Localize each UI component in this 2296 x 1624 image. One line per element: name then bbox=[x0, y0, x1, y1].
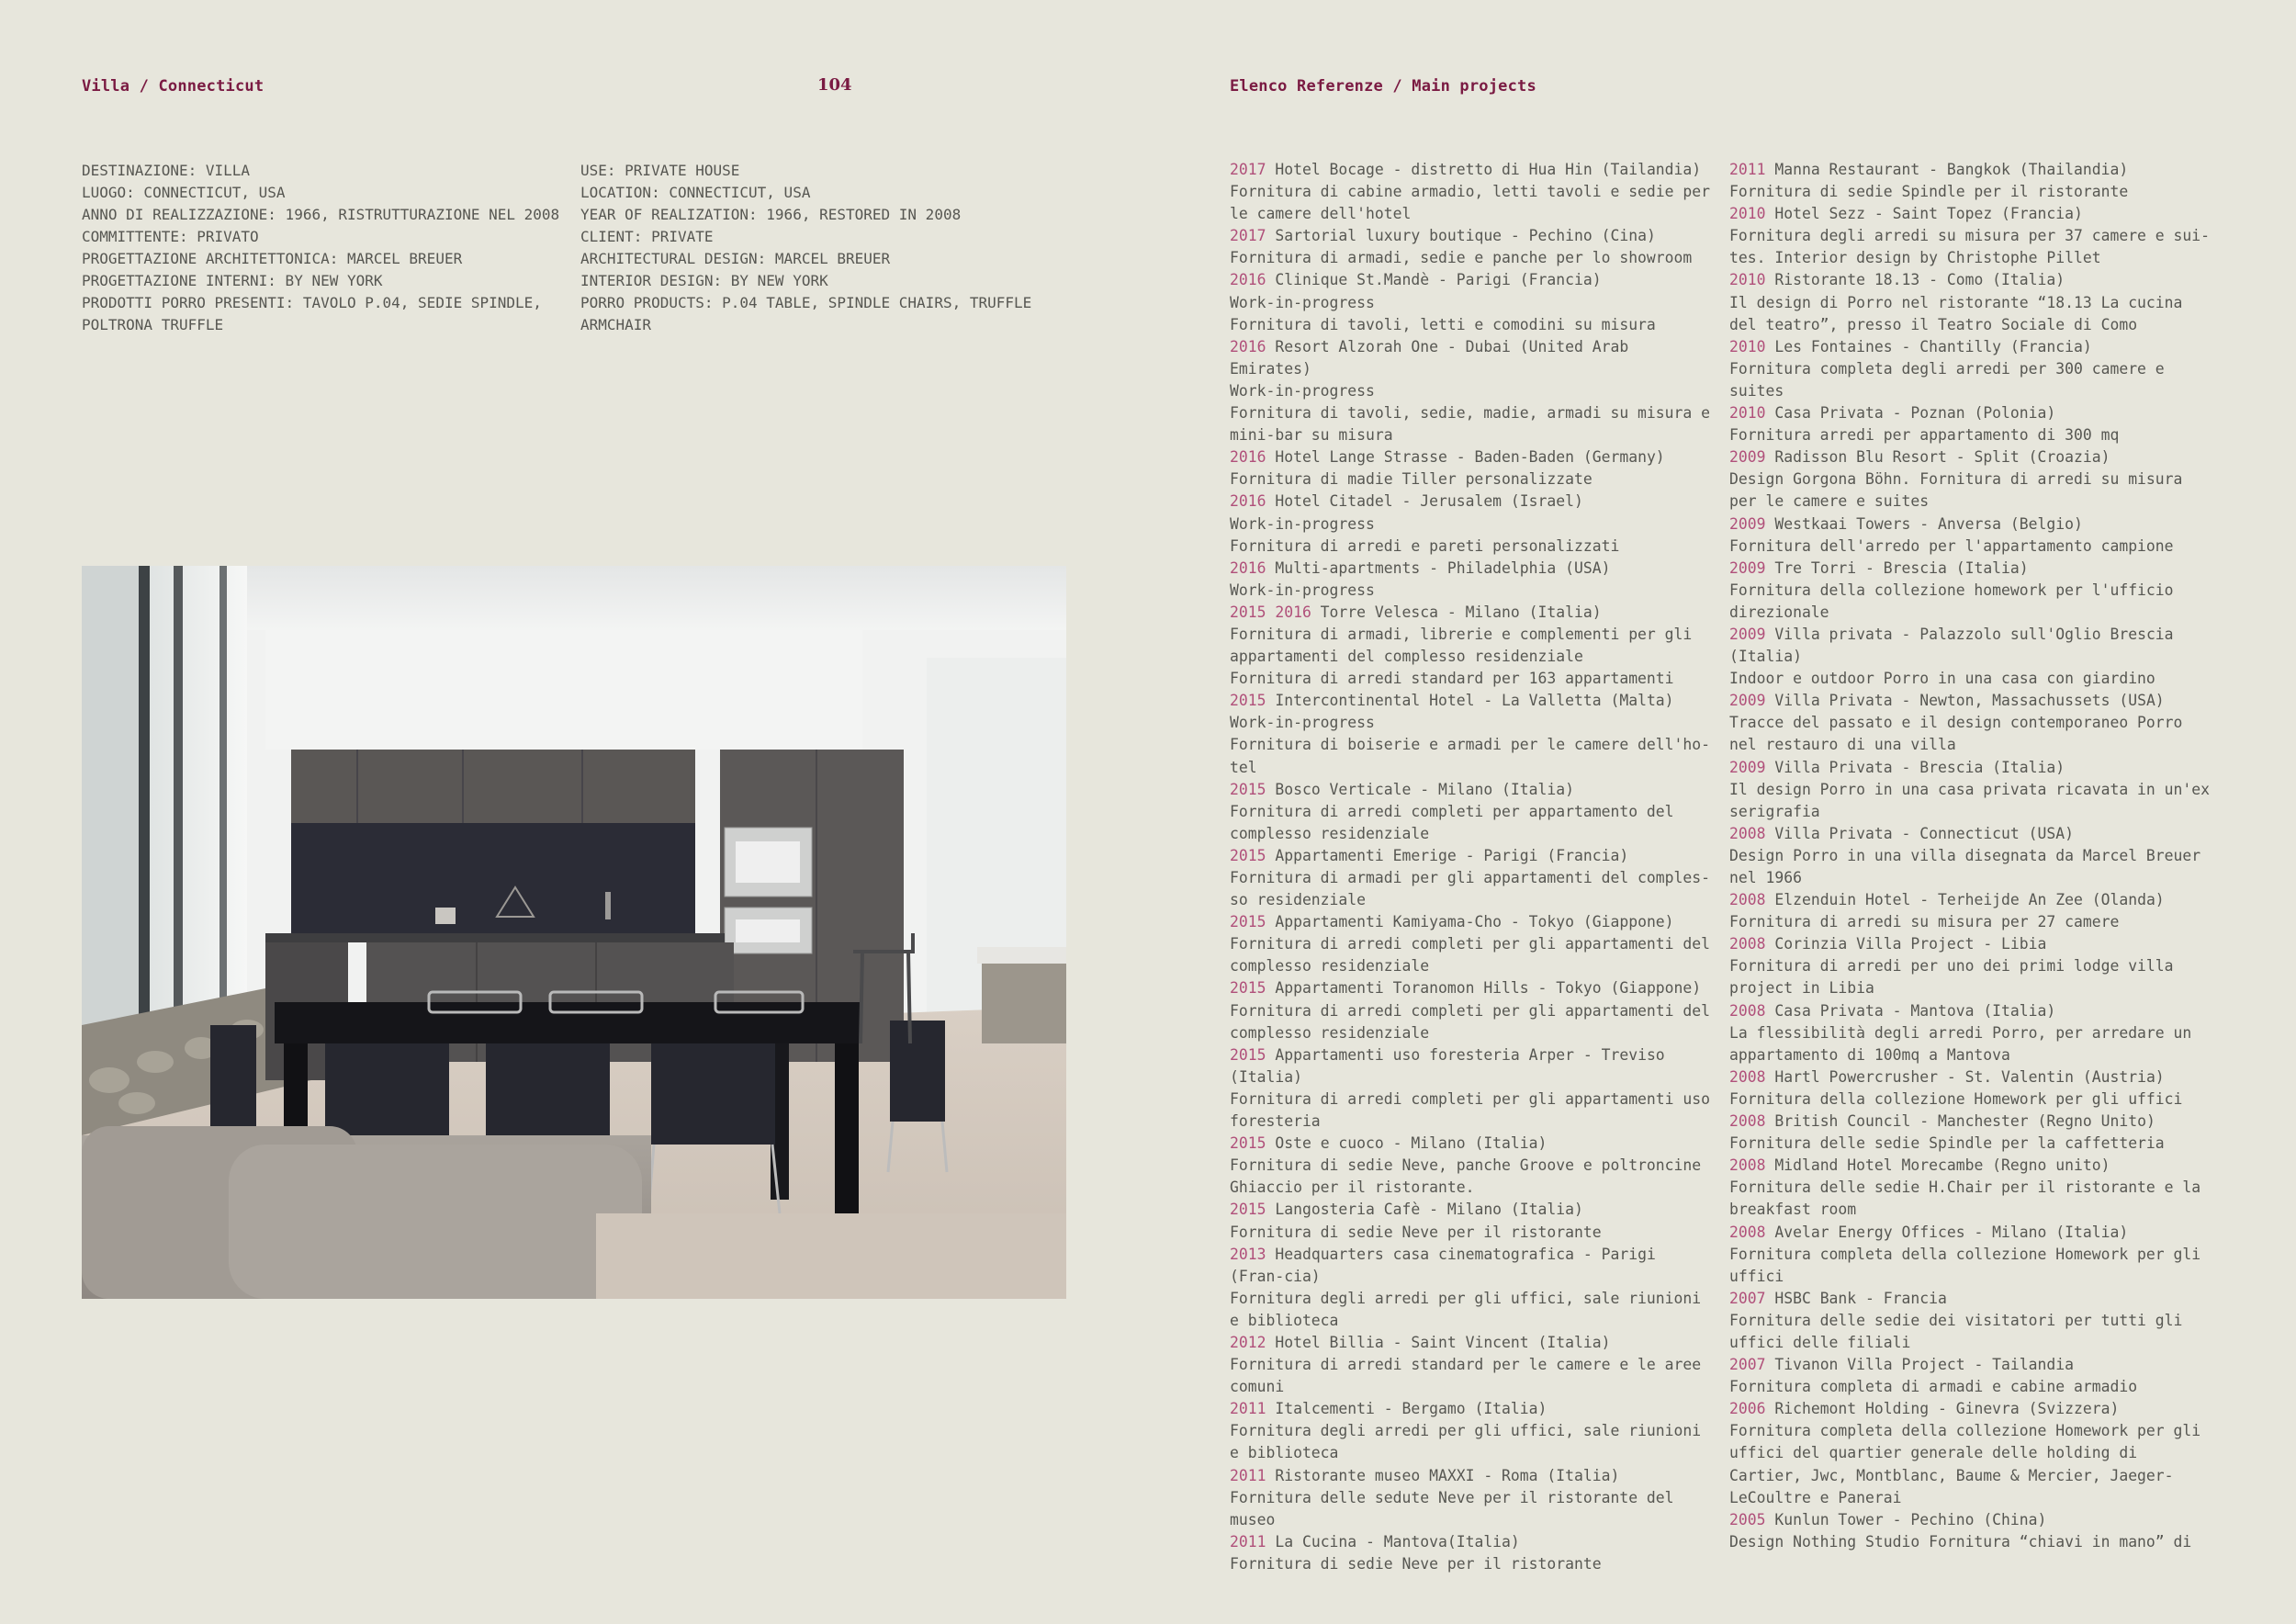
project-year: 2008 bbox=[1729, 1223, 1766, 1241]
project-description: Fornitura di sedie Neve, panche Groove e poltroncine Ghiaccio per il ristorante. bbox=[1230, 1156, 1702, 1197]
project-entry bbox=[1230, 159, 1716, 225]
project-specs-italian bbox=[82, 160, 568, 336]
project-title bbox=[1230, 1531, 1716, 1553]
project-year: 2015 2016 bbox=[1230, 603, 1311, 621]
project-description: Design Nothing Studio Fornitura “chiavi in mano” di bbox=[1729, 1532, 2192, 1551]
project-description: Fornitura completa degli arredi per 300 camere e suites bbox=[1729, 359, 2165, 400]
project-title bbox=[1230, 225, 1716, 247]
project-name: Midland Hotel Morecambe (Regno unito) bbox=[1765, 1156, 2110, 1175]
spec-line: LOCATION: CONNECTICUT, USA bbox=[580, 184, 811, 201]
project-description: Work-in-progress bbox=[1230, 581, 1375, 599]
project-entry bbox=[1729, 690, 2216, 756]
project-year: 2010 bbox=[1729, 205, 1766, 223]
project-specs-english bbox=[580, 160, 1067, 336]
spec-line: YEAR OF REALIZATION: 1966, RESTORED IN 2008 bbox=[580, 206, 962, 223]
project-entry bbox=[1729, 402, 2216, 446]
project-name: Villa Privata - Brescia (Italia) bbox=[1765, 758, 2065, 776]
project-year: 2009 bbox=[1729, 448, 1766, 467]
project-name: Intercontinental Hotel - La Valletta (Malta) bbox=[1266, 692, 1674, 710]
project-year: 2009 bbox=[1729, 758, 1766, 776]
project-title bbox=[1230, 336, 1716, 380]
project-name: Resort Alzorah One - Dubai (United Arab Emirates) bbox=[1230, 337, 1629, 378]
project-title bbox=[1729, 269, 2216, 291]
project-year: 2011 bbox=[1230, 1532, 1266, 1551]
project-description: Fornitura delle sedie H.Chair per il ristorante e la breakfast room bbox=[1729, 1179, 2201, 1219]
project-entry bbox=[1729, 1354, 2216, 1398]
spec-line: COMMITTENTE: PRIVATO bbox=[82, 228, 259, 245]
project-year: 2013 bbox=[1230, 1245, 1266, 1263]
project-year: 2015 bbox=[1230, 692, 1266, 710]
project-year: 2011 bbox=[1230, 1466, 1266, 1484]
project-entry bbox=[1729, 269, 2216, 335]
project-name: Corinzia Villa Project - Libia bbox=[1765, 935, 2047, 953]
project-name: Bosco Verticale - Milano (Italia) bbox=[1266, 780, 1574, 798]
villa-kitchen-photo bbox=[82, 566, 1066, 1299]
project-year: 2015 bbox=[1230, 913, 1266, 931]
project-description: Fornitura di sedie Neve per il ristorante bbox=[1230, 1554, 1602, 1573]
project-entry bbox=[1729, 1509, 2216, 1553]
project-year: 2010 bbox=[1729, 337, 1766, 355]
project-entry bbox=[1230, 779, 1716, 845]
project-title bbox=[1230, 1465, 1716, 1487]
project-year: 2005 bbox=[1729, 1510, 1766, 1528]
projects-column-a bbox=[1230, 159, 1716, 1575]
spec-line: PROGETTAZIONE INTERNI: BY NEW YORK bbox=[82, 272, 383, 289]
project-entry bbox=[1230, 1332, 1716, 1398]
project-description: Fornitura di armadi, librerie e complementi per gli appartamenti del complesso residenziale bbox=[1230, 625, 1693, 666]
project-year: 2008 bbox=[1729, 1112, 1766, 1131]
project-entry bbox=[1230, 1531, 1716, 1575]
project-year: 2015 bbox=[1230, 1201, 1266, 1219]
project-entry bbox=[1230, 558, 1716, 602]
project-name: Ristorante museo MAXXI - Roma (Italia) bbox=[1266, 1466, 1620, 1484]
project-name: Avelar Energy Offices - Milano (Italia) bbox=[1765, 1223, 2129, 1241]
project-title bbox=[1230, 911, 1716, 933]
project-entry bbox=[1230, 690, 1716, 778]
project-year: 2008 bbox=[1729, 1156, 1766, 1175]
project-year: 2008 bbox=[1729, 891, 1766, 909]
project-year: 2011 bbox=[1230, 1400, 1266, 1418]
project-year: 2008 bbox=[1729, 935, 1766, 953]
project-description: Fornitura di tavoli, sedie, madie, armadi su misura e mini-bar su misura bbox=[1230, 404, 1711, 445]
project-year: 2009 bbox=[1729, 558, 1766, 577]
project-title bbox=[1729, 1354, 2216, 1376]
project-description: Fornitura delle sedie dei visitatori per tutti gli uffici delle filiali bbox=[1729, 1311, 2183, 1351]
project-title bbox=[1230, 269, 1716, 291]
project-entry bbox=[1729, 823, 2216, 889]
project-entry bbox=[1729, 1000, 2216, 1066]
spec-line: USE: PRIVATE HOUSE bbox=[580, 162, 740, 179]
project-description: Tracce del passato e il design contemporaneo Porro nel restauro di una villa bbox=[1729, 714, 2183, 754]
project-description: Fornitura delle sedie Spindle per la caffetteria bbox=[1729, 1134, 2165, 1153]
project-title bbox=[1729, 159, 2216, 181]
spec-line: CLIENT: PRIVATE bbox=[580, 228, 714, 245]
project-name: Richemont Holding - Ginevra (Svizzera) bbox=[1765, 1400, 2120, 1418]
project-year: 2006 bbox=[1729, 1400, 1766, 1418]
project-description: Fornitura di arredi completi per gli appartamenti uso foresteria bbox=[1230, 1089, 1711, 1131]
project-name: Manna Restaurant - Bangkok (Thailandia) bbox=[1765, 161, 2129, 178]
project-description: Fornitura di arredi completi per appartamento del complesso residenziale bbox=[1230, 802, 1674, 842]
project-entry bbox=[1729, 1066, 2216, 1111]
project-description: Fornitura degli arredi su misura per 37 camere e sui-tes. Interior design by Christophe Pillet bbox=[1729, 227, 2211, 267]
project-title bbox=[1230, 1044, 1716, 1088]
project-year: 2017 bbox=[1230, 227, 1266, 245]
project-name: Appartamenti uso foresteria Arper - Treviso (Italia) bbox=[1230, 1045, 1665, 1086]
project-year: 2016 bbox=[1230, 448, 1266, 467]
project-entry bbox=[1729, 446, 2216, 513]
project-entry bbox=[1729, 1111, 2216, 1155]
project-title bbox=[1729, 889, 2216, 911]
project-year: 2009 bbox=[1729, 625, 1766, 643]
project-year: 2015 bbox=[1230, 979, 1266, 998]
project-description: Work-in-progress bbox=[1230, 714, 1375, 732]
project-title bbox=[1230, 446, 1716, 468]
spec-line: LUOGO: CONNECTICUT, USA bbox=[82, 184, 286, 201]
project-description: Fornitura di arredi su misura per 27 camere bbox=[1729, 913, 2120, 931]
project-year: 2016 bbox=[1230, 558, 1266, 577]
project-entry bbox=[1230, 1133, 1716, 1199]
project-title bbox=[1729, 446, 2216, 468]
project-name: Hotel Sezz - Saint Topez (Francia) bbox=[1765, 205, 2083, 223]
project-year: 2016 bbox=[1230, 492, 1266, 511]
project-title bbox=[1230, 602, 1716, 624]
project-name: HSBC Bank - Francia bbox=[1765, 1289, 1947, 1307]
project-title bbox=[1230, 779, 1716, 801]
project-name: Villa Privata - Connecticut (USA) bbox=[1765, 824, 2074, 842]
project-entry bbox=[1729, 624, 2216, 690]
project-title bbox=[1729, 1509, 2216, 1531]
project-title bbox=[1729, 513, 2216, 536]
project-description: Fornitura degli arredi per gli uffici, sale riunioni e biblioteca bbox=[1230, 1289, 1702, 1329]
project-description: Work-in-progress bbox=[1230, 381, 1375, 400]
project-entry bbox=[1230, 1465, 1716, 1531]
project-description: Fornitura arredi per appartamento di 300 mq bbox=[1729, 426, 2120, 445]
project-year: 2008 bbox=[1729, 1001, 1766, 1020]
project-name: Hotel Billia - Saint Vincent (Italia) bbox=[1266, 1333, 1611, 1351]
project-year: 2015 bbox=[1230, 780, 1266, 798]
project-description: Work-in-progress bbox=[1230, 514, 1375, 533]
project-title bbox=[1729, 1398, 2216, 1420]
project-name: Villa privata - Palazzolo sull'Oglio Brescia (Italia) bbox=[1729, 625, 2174, 666]
project-entry bbox=[1729, 1155, 2216, 1221]
project-name: Tivanon Villa Project - Tailandia bbox=[1765, 1356, 2074, 1374]
projects-column-b bbox=[1729, 159, 2216, 1553]
project-title bbox=[1729, 757, 2216, 779]
project-entry bbox=[1729, 159, 2216, 203]
project-entry bbox=[1729, 558, 2216, 624]
project-name: Oste e cuoco - Milano (Italia) bbox=[1266, 1134, 1548, 1153]
project-description: Il design di Porro nel ristorante “18.13 La cucina del teatro”, presso il Teatro Sociale di Como bbox=[1729, 293, 2183, 333]
project-year: 2007 bbox=[1729, 1289, 1766, 1307]
project-entry bbox=[1729, 1398, 2216, 1508]
project-description: Fornitura di arredi completi per gli appartamenti del complesso residenziale bbox=[1230, 1001, 1711, 1042]
project-entry bbox=[1729, 1222, 2216, 1288]
project-name: Hotel Citadel - Jerusalem (Israel) bbox=[1266, 492, 1583, 511]
project-description: Fornitura della collezione homework per l'ufficio direzionale bbox=[1729, 581, 2174, 621]
project-description: Fornitura completa della collezione Homework per gli uffici bbox=[1729, 1245, 2201, 1285]
project-name: Casa Privata - Mantova (Italia) bbox=[1765, 1001, 2056, 1020]
project-name: Hotel Bocage - distretto di Hua Hin (Tailandia) bbox=[1266, 161, 1702, 178]
project-year: 2015 bbox=[1230, 1045, 1266, 1064]
project-name: Clinique St.Mandè - Parigi (Francia) bbox=[1266, 271, 1602, 289]
project-year: 2016 bbox=[1230, 271, 1266, 289]
project-entry bbox=[1230, 911, 1716, 977]
project-name: Torre Velesca - Milano (Italia) bbox=[1311, 603, 1602, 621]
project-year: 2008 bbox=[1729, 824, 1766, 842]
project-description: Indoor e outdoor Porro in una casa con giardino bbox=[1729, 670, 2155, 688]
project-entry bbox=[1230, 1244, 1716, 1332]
project-name: Radisson Blu Resort - Split (Croazia) bbox=[1765, 448, 2110, 467]
project-title bbox=[1230, 1244, 1716, 1288]
project-name: Villa Privata - Newton, Massachussets (USA) bbox=[1765, 692, 2165, 710]
project-title bbox=[1230, 1199, 1716, 1221]
project-title bbox=[1729, 1288, 2216, 1310]
project-name: Appartamenti Kamiyama-Cho - Tokyo (Giappone) bbox=[1266, 913, 1674, 931]
project-entry bbox=[1729, 1288, 2216, 1354]
project-title bbox=[1230, 690, 1716, 712]
project-entry bbox=[1230, 602, 1716, 690]
project-title bbox=[1230, 1133, 1716, 1155]
project-description: Fornitura completa della collezione Homework per gli uffici del quartier generale delle holding di Cartier, Jwc, Montblanc, Baume & Mercier, Jaeger-LeCoultre e Panerai bbox=[1729, 1422, 2201, 1506]
project-name: Langosteria Cafè - Milano (Italia) bbox=[1266, 1201, 1583, 1219]
project-description: Fornitura di tavoli, letti e comodini su misura bbox=[1230, 315, 1656, 333]
project-title bbox=[1729, 1000, 2216, 1022]
project-description: Fornitura di cabine armadio, letti tavoli e sedie per le camere dell'hotel bbox=[1230, 183, 1711, 223]
project-description: Design Porro in una villa disegnata da Marcel Breuer nel 1966 bbox=[1729, 846, 2201, 886]
project-entry bbox=[1729, 933, 2216, 999]
project-name: Hartl Powercrusher - St. Valentin (Austria) bbox=[1765, 1067, 2165, 1086]
project-title bbox=[1729, 823, 2216, 845]
project-entry bbox=[1729, 336, 2216, 402]
project-year: 2017 bbox=[1230, 161, 1266, 178]
project-name: Italcementi - Bergamo (Italia) bbox=[1266, 1400, 1548, 1418]
project-title bbox=[1729, 1111, 2216, 1133]
project-title bbox=[1729, 203, 2216, 225]
project-title bbox=[1729, 690, 2216, 712]
project-description: Fornitura di sedie Neve per il ristorante bbox=[1230, 1223, 1602, 1241]
project-description: Fornitura completa di armadi e cabine armadio bbox=[1729, 1378, 2138, 1396]
project-title bbox=[1729, 1222, 2216, 1244]
project-entry bbox=[1230, 1398, 1716, 1464]
project-entry bbox=[1230, 1044, 1716, 1133]
project-entry bbox=[1230, 977, 1716, 1043]
project-description: Fornitura di arredi standard per 163 appartamenti bbox=[1230, 670, 1674, 688]
project-description: Fornitura di madie Tiller personalizzate bbox=[1230, 470, 1593, 489]
project-year: 2015 bbox=[1230, 846, 1266, 864]
project-entry bbox=[1230, 446, 1716, 491]
spec-line: INTERIOR DESIGN: BY NEW YORK bbox=[580, 272, 828, 289]
project-name: Sartorial luxury boutique - Pechino (Cina) bbox=[1266, 227, 1656, 245]
project-description: Fornitura di arredi per uno dei primi lodge villa project in Libia bbox=[1729, 957, 2174, 998]
spec-line: ANNO DI REALIZZAZIONE: 1966, RISTRUTTURAZIONE NEL 2008 bbox=[82, 206, 560, 223]
project-title bbox=[1729, 1155, 2216, 1177]
project-description: Work-in-progress bbox=[1230, 293, 1375, 311]
project-description: Il design Porro in una casa privata ricavata in un'ex serigrafia bbox=[1729, 780, 2211, 820]
project-name: La Cucina - Mantova(Italia) bbox=[1266, 1532, 1520, 1551]
project-name: Hotel Lange Strasse - Baden-Baden (Germany) bbox=[1266, 448, 1665, 467]
project-entry bbox=[1230, 269, 1716, 335]
project-description: La flessibilità degli arredi Porro, per arredare un appartamento di 100mq a Mantova bbox=[1729, 1023, 2192, 1064]
project-name: Kunlun Tower - Pechino (China) bbox=[1765, 1510, 2047, 1528]
project-title bbox=[1230, 491, 1716, 513]
project-title bbox=[1729, 336, 2216, 358]
project-title bbox=[1230, 1398, 1716, 1420]
project-entry bbox=[1729, 889, 2216, 933]
project-description: Fornitura di armadi, sedie e panche per lo showroom bbox=[1230, 249, 1693, 267]
spec-line: DESTINAZIONE: VILLA bbox=[82, 162, 251, 179]
project-name: Casa Privata - Poznan (Polonia) bbox=[1765, 404, 2056, 423]
project-name: Appartamenti Emerige - Parigi (Francia) bbox=[1266, 846, 1629, 864]
project-description: Fornitura delle sedute Neve per il ristorante del museo bbox=[1230, 1488, 1674, 1528]
project-title bbox=[1729, 402, 2216, 424]
project-title bbox=[1230, 1332, 1716, 1354]
project-description: Fornitura di boiserie e armadi per le camere dell'ho-tel bbox=[1230, 736, 1711, 776]
project-entry bbox=[1230, 845, 1716, 911]
project-title bbox=[1230, 159, 1716, 181]
project-title bbox=[1729, 624, 2216, 668]
project-entry bbox=[1729, 513, 2216, 558]
project-name: Multi-apartments - Philadelphia (USA) bbox=[1266, 558, 1611, 577]
project-title bbox=[1230, 977, 1716, 999]
project-name: Westkaai Towers - Anversa (Belgio) bbox=[1765, 514, 2083, 533]
project-year: 2010 bbox=[1729, 271, 1766, 289]
project-entry bbox=[1230, 491, 1716, 557]
project-description: Fornitura di arredi e pareti personalizzati bbox=[1230, 536, 1620, 555]
project-year: 2007 bbox=[1729, 1356, 1766, 1374]
project-year: 2008 bbox=[1729, 1067, 1766, 1086]
spec-line: ARCHITECTURAL DESIGN: MARCEL BREUER bbox=[580, 250, 891, 267]
spec-line: PROGETTAZIONE ARCHITETTONICA: MARCEL BREUER bbox=[82, 250, 463, 267]
project-year: 2011 bbox=[1729, 161, 1766, 178]
project-name: Elzenduin Hotel - Terheijde An Zee (Olanda) bbox=[1765, 891, 2165, 909]
left-page-header: Villa / Connecticut bbox=[82, 77, 264, 96]
spec-line: PRODOTTI PORRO PRESENTI: TAVOLO P.04, SEDIE SPINDLE, POLTRONA TRUFFLE bbox=[82, 294, 542, 333]
project-name: Les Fontaines - Chantilly (Francia) bbox=[1765, 337, 2092, 355]
project-name: Appartamenti Toranomon Hills - Tokyo (Giappone) bbox=[1266, 979, 1702, 998]
project-description: Fornitura degli arredi per gli uffici, sale riunioni e biblioteca bbox=[1230, 1422, 1702, 1462]
project-entry bbox=[1230, 225, 1716, 269]
project-name: Ristorante 18.13 - Como (Italia) bbox=[1765, 271, 2065, 289]
right-page-header: Elenco Referenze / Main projects bbox=[1230, 77, 1536, 96]
project-description: Design Gorgona Böhn. Fornitura di arredi su misura per le camere e suites bbox=[1729, 470, 2183, 511]
project-entry bbox=[1230, 336, 1716, 446]
project-description: Fornitura della collezione Homework per gli uffici bbox=[1729, 1089, 2183, 1108]
project-description: Fornitura di arredi completi per gli appartamenti del complesso residenziale bbox=[1230, 935, 1711, 976]
project-title bbox=[1729, 558, 2216, 580]
project-entry bbox=[1230, 1199, 1716, 1243]
project-name: Headquarters casa cinematografica - Parigi (Fran-cia) bbox=[1230, 1245, 1656, 1285]
project-description: Fornitura di arredi standard per le camere e le aree comuni bbox=[1230, 1356, 1702, 1396]
page-number: 104 bbox=[817, 75, 852, 95]
project-title bbox=[1729, 933, 2216, 955]
project-description: Fornitura di sedie Spindle per il ristorante bbox=[1729, 183, 2129, 201]
project-year: 2016 bbox=[1230, 337, 1266, 355]
project-entry bbox=[1729, 203, 2216, 269]
project-title bbox=[1230, 558, 1716, 580]
spec-line: PORRO PRODUCTS: P.04 TABLE, SPINDLE CHAIRS, TRUFFLE ARMCHAIR bbox=[580, 294, 1032, 333]
project-description: Fornitura dell'arredo per l'appartamento campione bbox=[1729, 536, 2174, 555]
project-name: Tre Torri - Brescia (Italia) bbox=[1765, 558, 2029, 577]
project-year: 2015 bbox=[1230, 1134, 1266, 1153]
project-year: 2009 bbox=[1729, 514, 1766, 533]
project-title bbox=[1729, 1066, 2216, 1088]
project-year: 2012 bbox=[1230, 1333, 1266, 1351]
project-name: British Council - Manchester (Regno Unito) bbox=[1765, 1112, 2155, 1131]
project-description: Fornitura di armadi per gli appartamenti del comples-so residenziale bbox=[1230, 869, 1711, 909]
project-year: 2010 bbox=[1729, 404, 1766, 423]
project-title bbox=[1230, 845, 1716, 867]
project-year: 2009 bbox=[1729, 692, 1766, 710]
project-entry bbox=[1729, 757, 2216, 823]
